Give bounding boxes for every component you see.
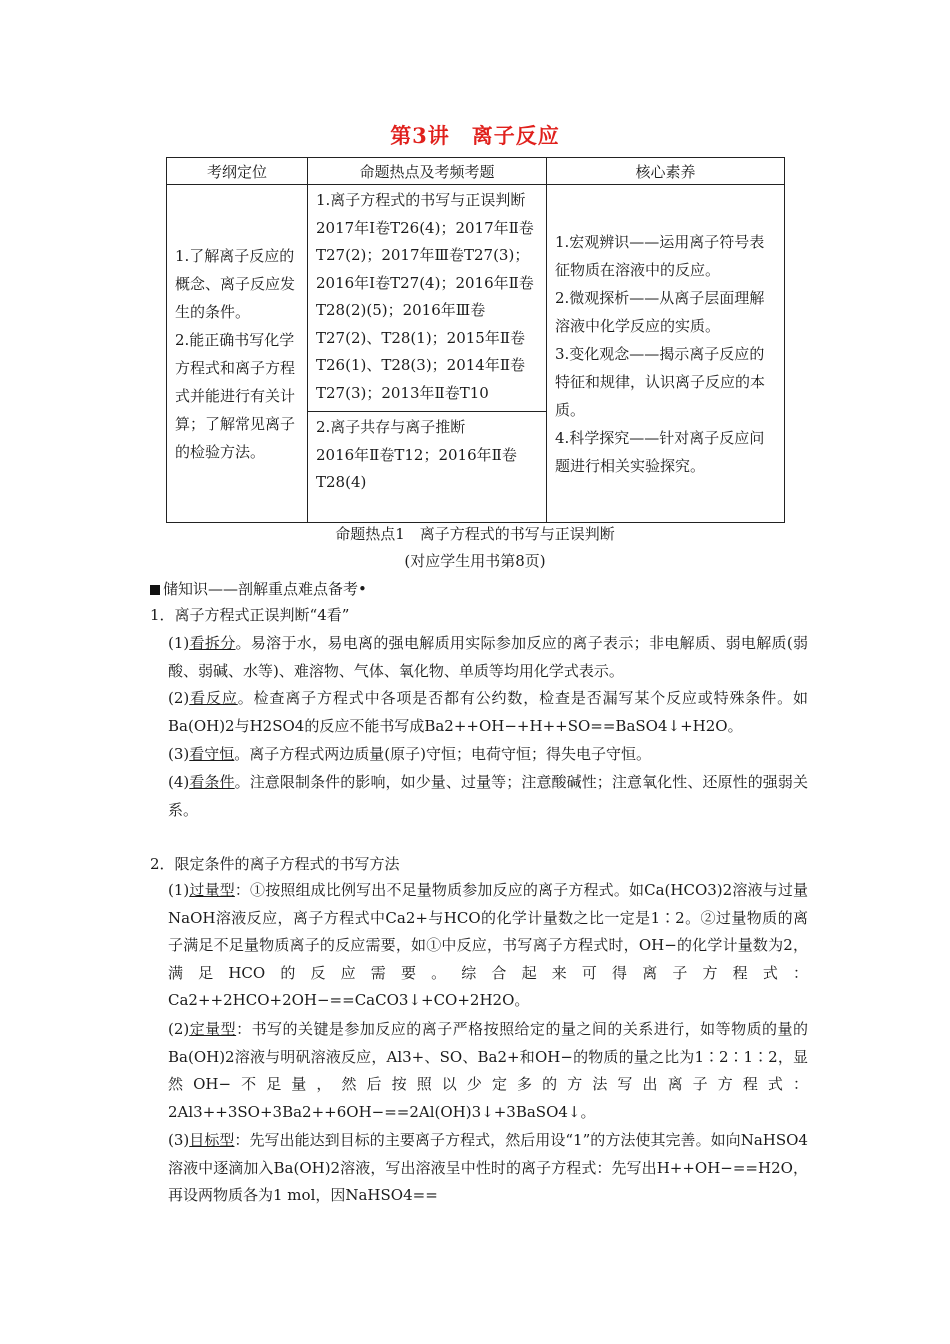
hotspots-cell [308, 185, 547, 523]
point-text: 。易溶于水，易电离的强电解质用实际参加反应的离子表示；非电解质、弱电解质(弱酸、弱碱、水等)、难溶物、气体、氧化物、单质等均用化学式表示。 [168, 634, 808, 680]
point-label: 看条件 [189, 773, 235, 791]
point-label: 过量型 [189, 881, 235, 899]
item2-point1: (1)过量型：①按照组成比例写出不足量物质参加反应的离子方程式。如Ca(HCO3)2溶液与过量NaOH溶液反应，离子方程式中Ca2+与HCO的化学计量数之比一定是1∶2。②过量物质的离子满足不足量物质离子的反应需要，如①中反应，书写离子方程式时，OH−的化学计量数为2，满足HCO的反应需要。综合起来可得离子方程式：Ca2++2HCO+2OH−==CaCO3↓+CO+2H2O。 [168, 881, 808, 1010]
hotspot-heading: 命题热点1 离子方程式的书写与正误判断 [335, 525, 615, 543]
item1-point2: (2)看反应。检查离子方程式中各项是否都有公约数，检查是否漏写某个反应或特殊条件。如Ba(OH)2与H2SO4的反应不能书写成Ba2++OH−+H++SO==BaSO4↓+H2O。 [168, 689, 808, 735]
item2-point2: (2)定量型：书写的关键是参加反应的离子严格按照给定的量之间的关系进行，如等物质的量的Ba(OH)2溶液与明矾溶液反应，Al3+、SO、Ba2+和OH−的物质的量之比为1∶2∶1∶2，显然OH−不足量，然后按照以少定多的方法写出离子方程式：2Al3++3SO+3Ba2++6OH−==2Al(OH)3↓+3BaSO4↓。 [168, 1020, 808, 1121]
item2-point3: (3)目标型：先写出能达到目标的主要离子方程式，然后用设“1”的方法使其完善。如向NaHSO4溶液中逐滴加入Ba(OH)2溶液，写出溶液呈中性时的离子方程式：先写出H++OH−==H2O，再设两物质各为1 mol，因NaHSO4== [168, 1131, 808, 1205]
point-text: 。检查离子方程式中各项是否都有公约数，检查是否漏写某个反应或特殊条件。如Ba(OH)2与H2SO4的反应不能书写成Ba2++OH−+H++SO==BaSO4↓+H2O。 [168, 689, 808, 735]
hotspot-2-body: 2016年Ⅱ卷T12；2016年Ⅱ卷T28(4) [316, 445, 517, 491]
hotspot-1-title: 1.离子方程式的书写与正误判断 [316, 191, 526, 209]
table-header-row [167, 158, 785, 185]
square-bullet-icon [150, 585, 160, 595]
hotspot-2 [308, 412, 546, 497]
point-label: 看反应 [189, 689, 238, 707]
item1-heading: 1．离子方程式正误判断“4看” [150, 606, 350, 624]
literacy-item: 4.科学探究——针对离子反应问题进行相关实验探究。 [555, 428, 765, 475]
literacy-item: 2.微观探析——从离子层面理解溶液中化学反应的实质。 [555, 288, 765, 335]
hotspot-1-body: 2017年Ⅰ卷T26(4)；2017年Ⅱ卷T27(2)；2017年Ⅲ卷T27(3)；2016年Ⅰ卷T27(4)；2016年Ⅱ卷T28(2)(5)；2016年Ⅲ卷T27(2)、T28(1)；2015年Ⅱ卷T26(1)、T28(3)；2014年Ⅱ卷T27(3)；2013年Ⅱ卷T10 [316, 218, 534, 402]
item1-point3: (3)看守恒。离子方程式两边质量(原子)守恒；电荷守恒；得失电子守恒。 [168, 745, 651, 763]
hotspot-1 [308, 185, 546, 412]
point-text: 。离子方程式两边质量(原子)守恒；电荷守恒；得失电子守恒。 [234, 745, 651, 763]
item1-point1: (1)看拆分。易溶于水，易电离的强电解质用实际参加反应的离子表示；非电解质、弱电解质(弱酸、弱碱、水等)、难溶物、气体、氧化物、单质等均用化学式表示。 [168, 634, 808, 680]
section-label-text: 储知识——剖解重点难点备考• [163, 580, 367, 598]
point-label: 定量型 [189, 1020, 237, 1038]
literacy-item: 3.变化观念——揭示离子反应的特征和规律，认识离子反应的本质。 [555, 344, 766, 419]
point-label: 看守恒 [189, 745, 235, 763]
point-text: ：①按照组成比例写出不足量物质参加反应的离子方程式。如Ca(HCO3)2溶液与过量NaOH溶液反应，离子方程式中Ca2+与HCO的化学计量数之比一定是1∶2。②过量物质的离子满足不足量物质离子的反应需要，如①中反应，书写离子方程式时，OH−的化学计量数为2，满足HCO的反应需要。综合起来可得离子方程式：Ca2++2HCO+2OH−==CaCO3↓+CO+2H2O。 [168, 881, 808, 1010]
outline-cell [167, 185, 308, 523]
point-text: ：书写的关键是参加反应的离子严格按照给定的量之间的关系进行，如等物质的量的Ba(OH)2溶液与明矾溶液反应，Al3+、SO、Ba2+和OH−的物质的量之比为1∶2∶1∶2，显然OH−不足量，然后按照以少定多的方法写出离子方程式：2Al3++3SO+3Ba2++6OH−==2Al(OH)3↓+3BaSO4↓。 [168, 1020, 808, 1121]
exam-outline-table [166, 157, 785, 523]
point-label: 目标型 [189, 1131, 235, 1149]
point-label: 看拆分 [189, 634, 236, 652]
header-outline: 考纲定位 [167, 158, 308, 185]
point-text: ：先写出能达到目标的主要离子方程式，然后用设“1”的方法使其完善。如向NaHSO4溶液中逐滴加入Ba(OH)2溶液，写出溶液呈中性时的离子方程式：先写出H++OH−==H2O，再设两物质各为1 mol，因NaHSO4== [168, 1131, 808, 1205]
item1-point4: (4)看条件。注意限制条件的影响，如少量、过量等；注意酸碱性；注意氧化性、还原性的强弱关系。 [168, 773, 808, 819]
literacy-cell [547, 185, 785, 523]
page-title: 第3讲 离子反应 [390, 123, 560, 148]
point-text: 。注意限制条件的影响，如少量、过量等；注意酸碱性；注意氧化性、还原性的强弱关系。 [168, 773, 808, 819]
header-hotspots: 命题热点及考频考题 [308, 158, 547, 185]
header-literacy: 核心素养 [547, 158, 785, 185]
outline-text: 1.了解离子反应的概念、离子反应发生的条件。 2.能正确书写化学方程式和离子方程式并能进行有关计算；了解常见离子的检验方法。 [175, 246, 296, 461]
table-body-row [167, 185, 785, 523]
item2-heading: 2．限定条件的离子方程式的书写方法 [150, 855, 400, 873]
section-label [150, 578, 367, 599]
hotspot-2-title: 2.离子共存与离子推断 [316, 418, 466, 436]
literacy-item: 1.宏观辨识——运用离子符号表征物质在溶液中的反应。 [555, 232, 765, 279]
page-reference: (对应学生用书第8页) [404, 552, 546, 570]
